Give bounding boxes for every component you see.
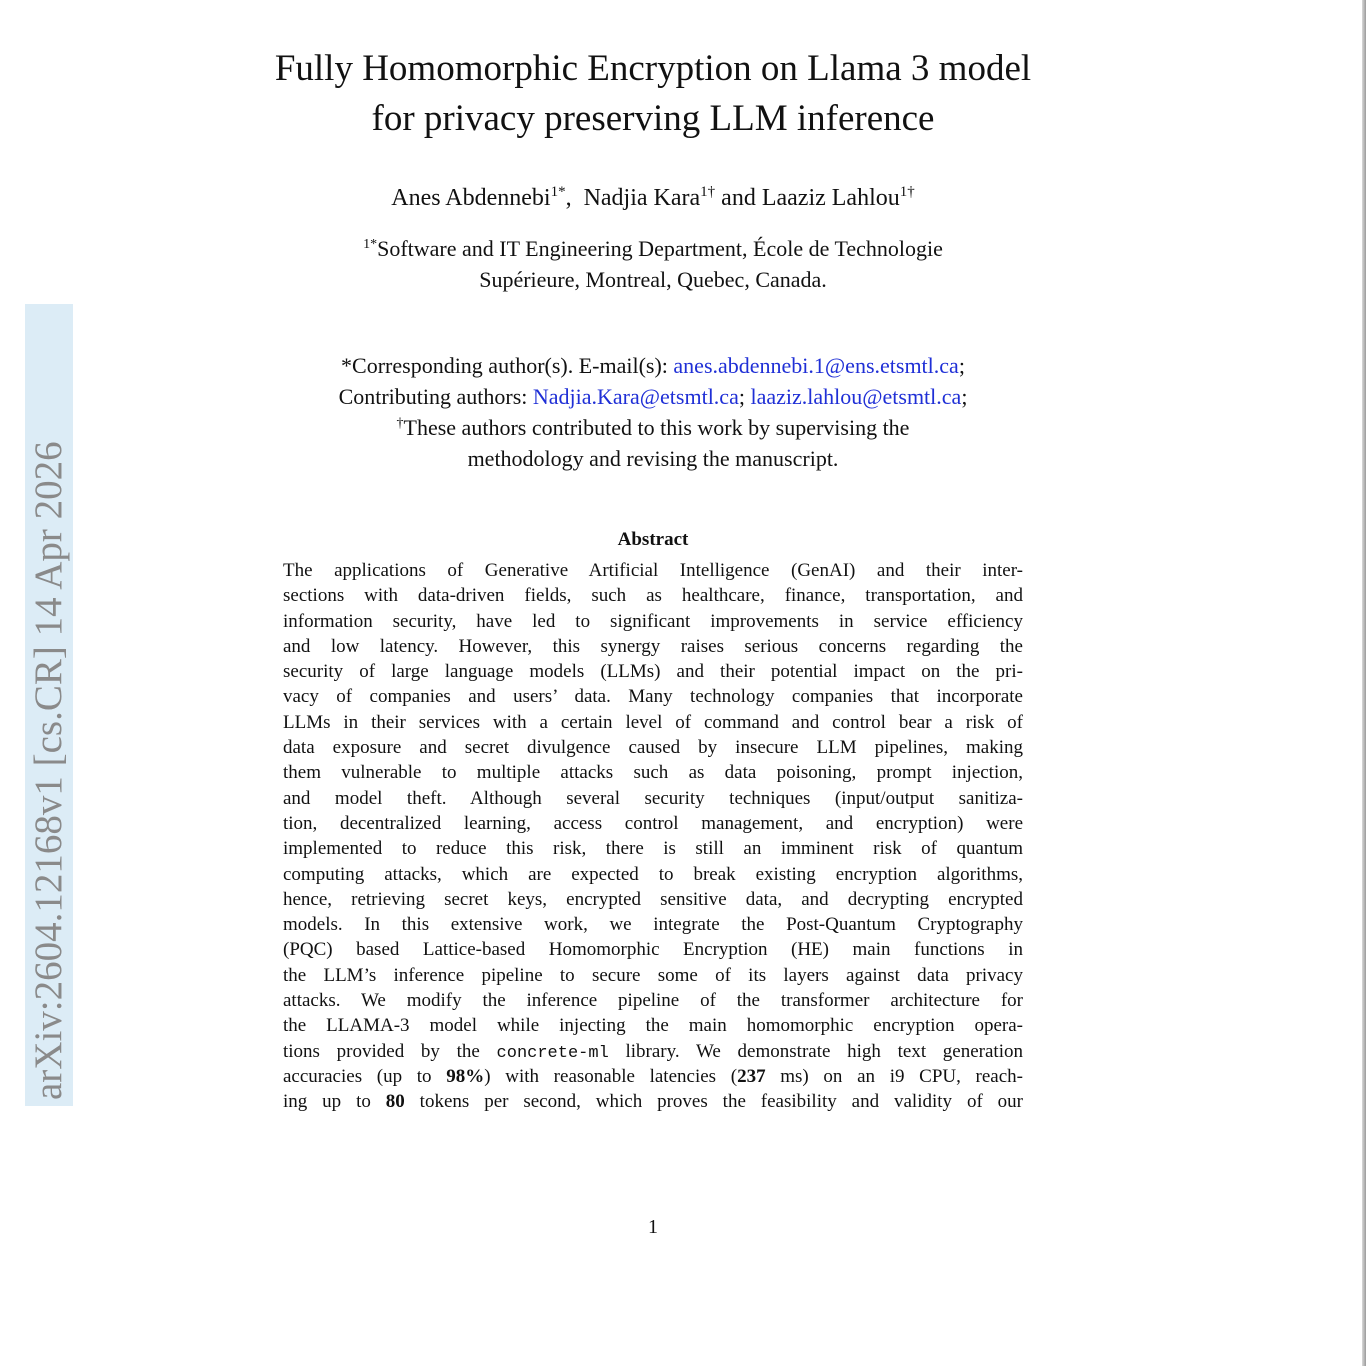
abstract-text: tokens per second, which proves the feasibility and validity of our: [404, 1091, 1024, 1113]
abstract-line: attacks. We modify the inference pipeline of the transformer architecture for: [283, 990, 1023, 1012]
affiliation: [230, 233, 1076, 295]
abstract-line: computing attacks, which are expected to break existing encryption algorithms,: [283, 863, 1023, 885]
affiliation-mark: 1*: [363, 237, 378, 252]
author-mark: 1†: [899, 184, 915, 200]
abstract-line: sections with data-driven fields, such as healthcare, finance, transportation, and: [283, 585, 1023, 607]
abstract-line: and low latency. However, this synergy raises serious concerns regarding the: [283, 635, 1023, 657]
abstract-text: library. We demonstrate high text generation: [608, 1040, 1023, 1062]
abstract-line: them vulnerable to multiple attacks such as data poisoning, prompt injection,: [283, 762, 1023, 784]
contribution-note-line-1: [230, 412, 1076, 443]
abstract-text: ms) on an i9 CPU, reach-: [765, 1065, 1023, 1087]
abstract-line: implemented to reduce this risk, there is still an imminent risk of quantum: [283, 838, 1023, 860]
abstract-text: ing up to: [283, 1091, 386, 1113]
dagger-mark: †: [396, 416, 404, 431]
abstract-line: The applications of Generative Artificial Intelligence (GenAI) and their inter-: [283, 560, 1023, 581]
abstract-line: models. In this extensive work, we integrate the Post-Quantum Cryptography: [283, 914, 1023, 936]
abstract-line: data exposure and secret divulgence caused by insecure LLM pipelines, making: [283, 737, 1023, 759]
contribution-note-text-1: These authors contributed to this work by supervising the: [403, 415, 910, 440]
abstract-line: the LLM’s inference pipeline to secure some of its layers against data privacy: [283, 964, 1023, 986]
abstract-line: [283, 1064, 1023, 1089]
abstract-line: [283, 1089, 1023, 1114]
page-number: 1: [648, 1216, 658, 1238]
author-separator: ,: [565, 185, 584, 211]
author-separator: and: [715, 185, 762, 211]
paper-title-line-2: for privacy preserving LLM inference: [371, 98, 935, 139]
affiliation-line-1: [230, 233, 1076, 264]
paper-title-line-1: Fully Homomorphic Encryption on Llama 3 model: [274, 48, 1032, 89]
abstract-text: ) with reasonable latencies (: [484, 1065, 738, 1087]
affiliation-text-1: Software and IT Engineering Department, École de Technologie: [377, 236, 943, 261]
abstract-line: vacy of companies and users’ data. Many technology companies that incorporate: [283, 686, 1023, 708]
abstract-line: security of large language models (LLMs) and their potential impact on the pri-: [283, 661, 1023, 683]
author-contacts: [230, 350, 1076, 474]
corresponding-author-line: [230, 350, 1076, 381]
abstract-text: accuracies (up to: [283, 1065, 447, 1087]
separator: ;: [738, 384, 751, 409]
abstract-body: [283, 558, 1023, 1115]
abstract-line: and model theft. Although several security techniques (input/output sanitiza-: [283, 787, 1023, 809]
corresponding-email-link[interactable]: anes.abdennebi.1@ens.etsmtl.ca: [673, 353, 959, 378]
author-mark: 1†: [700, 184, 716, 200]
contributing-label: Contributing authors:: [338, 384, 533, 409]
separator: ;: [958, 353, 965, 378]
accuracy-value: 98%: [446, 1065, 485, 1087]
abstract-line: hence, retrieving secret keys, encrypted sensitive data, and decrypting encrypted: [283, 888, 1023, 910]
abstract-heading: Abstract: [617, 529, 689, 550]
abstract-line: information security, have led to significant improvements in service efficiency: [283, 610, 1023, 632]
separator: ;: [961, 384, 968, 409]
affiliation-line-2: Supérieure, Montreal, Quebec, Canada.: [479, 267, 827, 292]
arxiv-stamp: [25, 304, 73, 1106]
abstract-line: LLMs in their services with a certain level of command and control bear a risk of: [283, 711, 1023, 733]
arxiv-stamp-text: arXiv:2604.12168v1 [cs.CR] 14 Apr 2026: [27, 441, 70, 1100]
page-edge: [1362, 0, 1366, 1366]
abstract-text: tions provided by the: [283, 1040, 497, 1062]
contributing-email-link-1[interactable]: Nadjia.Kara@etsmtl.ca: [532, 384, 739, 409]
abstract-line: (PQC) based Lattice-based Homomorphic Encryption (HE) main functions in: [283, 939, 1023, 961]
contribution-note-line-2: methodology and revising the manuscript.: [467, 446, 839, 471]
author-name: Laaziz Lahlou: [761, 185, 900, 211]
author-mark: 1*: [550, 184, 566, 200]
corresponding-label: *Corresponding author(s). E-mail(s):: [341, 353, 674, 378]
abstract-line: [283, 1039, 1023, 1064]
contributing-email-link-2[interactable]: laaziz.lahlou@etsmtl.ca: [750, 384, 962, 409]
abstract-line: the LLAMA-3 model while injecting the main homomorphic encryption opera-: [283, 1015, 1023, 1037]
latency-value: 237: [737, 1065, 766, 1087]
author-name: Anes Abdennebi: [391, 185, 551, 211]
abstract-line: tion, decentralized learning, access control management, and encryption) were: [283, 812, 1023, 834]
tokens-per-second-value: 80: [385, 1091, 405, 1113]
author-name: Nadjia Kara: [583, 185, 701, 211]
library-name-code: concrete-ml: [496, 1043, 609, 1063]
contributing-authors-line: [230, 381, 1076, 412]
author-list: [230, 182, 1076, 214]
paper-title: [230, 44, 1076, 144]
